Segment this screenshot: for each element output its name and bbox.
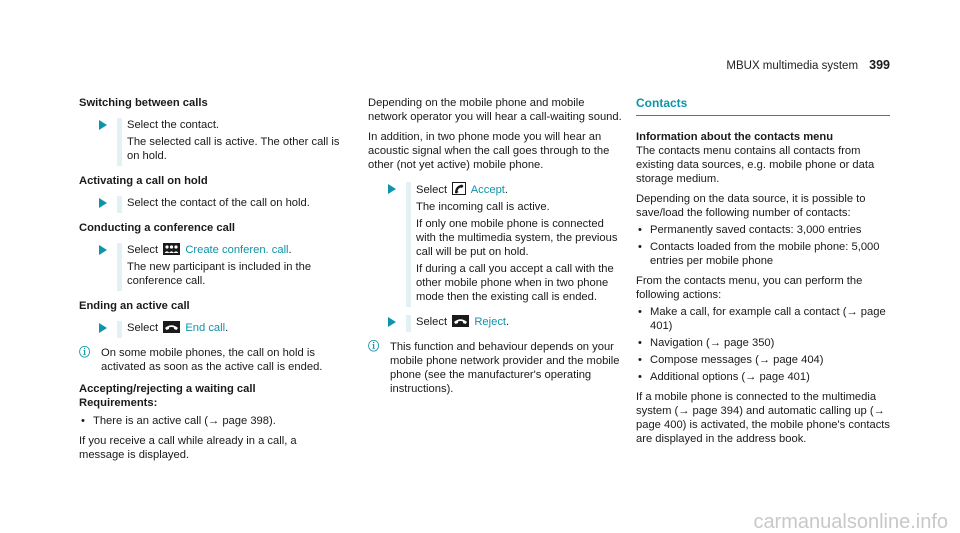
reject-action-label: Reject: [474, 316, 507, 328]
heading-accepting: Accepting/rejecting a waiting call: [79, 383, 256, 395]
conference-icon: [163, 243, 180, 255]
paragraph: Depending on the mobile phone and mobile network operator you will hear a call-waiting sound.: [368, 97, 622, 123]
paragraph: The contacts menu contains all contacts from existing data sources, e.g. mobile phone or data storage medium.: [636, 145, 875, 185]
step-arrow-icon: [99, 198, 107, 208]
step-text: Select the contact of the call on hold.: [127, 197, 310, 209]
heading-switching: Switching between calls: [79, 97, 208, 109]
heading-info: Information about the contacts menu: [636, 131, 834, 143]
step-arrow-icon: [99, 245, 107, 255]
step-text: Select Accept.: [416, 184, 509, 196]
step-accept: [368, 182, 622, 307]
note-text: On some mobile phones, the call on hold is activated as soon as the active call is ended.: [101, 347, 323, 373]
step-result: If only one mobile phone is connected with the multimedia system, the previous call will be put on hold.: [416, 218, 618, 258]
note-ending: [79, 346, 345, 374]
step-result: If during a call you accept a call with the other mobile phone when in two phone mode then the existing call is ended.: [416, 263, 614, 303]
step-arrow-icon: [388, 184, 396, 194]
list-item: • There is an active call (→ page 398).: [79, 414, 345, 428]
accept-call-icon: [452, 182, 466, 195]
step-ending: [79, 321, 345, 338]
column-1: [79, 96, 345, 468]
reject-call-icon: [452, 315, 469, 327]
step-result: The incoming call is active.: [416, 201, 550, 213]
heading-activating: Activating a call on hold: [79, 175, 208, 187]
list-item: • Permanently saved contacts: 3,000 entries: [636, 223, 890, 237]
accept-action-label: Accept: [470, 184, 505, 196]
step-arrow-icon: [388, 317, 396, 327]
step-reject: [368, 315, 622, 332]
paragraph: If you receive a call while already in a call, a message is displayed.: [79, 435, 297, 461]
step-arrow-icon: [99, 120, 107, 130]
step-switching: [79, 118, 345, 166]
step-arrow-icon: [99, 323, 107, 333]
paragraph: If a mobile phone is connected to the multimedia system (→ page 394) and automatic calling up (→ page 400) is activated, the mobile phone's contacts are displayed in the address book.: [636, 391, 891, 445]
list-item: • Contacts loaded from the mobile phone: 5,000 entries per mobile phone: [636, 240, 890, 268]
conference-action-label: Create conferen. call: [185, 244, 289, 256]
list-item: • Make a call, for example call a contact (→ page 401): [636, 305, 890, 333]
list-item: • Compose messages (→ page 404): [636, 353, 890, 367]
column-3: [636, 96, 890, 452]
end-call-action-label: End call: [185, 322, 226, 334]
list-item: • Navigation (→ page 350): [636, 336, 890, 350]
heading-conference: Conducting a conference call: [79, 222, 236, 234]
step-conference: [79, 243, 345, 291]
info-icon: ⓘ: [368, 341, 380, 353]
end-call-icon: [163, 321, 180, 333]
header-title: MBUX multimedia system: [726, 60, 859, 72]
column-2: [368, 96, 622, 404]
section-title: Contacts: [636, 96, 890, 116]
note-reject: [368, 340, 622, 396]
page-header: [726, 58, 890, 73]
note-text: This function and behaviour depends on your mobile phone network provider and the mobile phone (see the manufacturer's operating instructions).: [390, 341, 620, 395]
paragraph: Depending on the data source, it is possible to save/load the following number of contacts:: [636, 193, 866, 219]
page-number: 399: [869, 58, 890, 72]
step-text: Select End call.: [127, 322, 229, 334]
info-icon: ⓘ: [79, 347, 91, 359]
heading-ending: Ending an active call: [79, 300, 190, 312]
paragraph: From the contacts menu, you can perform the following actions:: [636, 275, 863, 301]
limits-list: [636, 223, 890, 268]
step-activating: [79, 196, 345, 213]
requirements-list: [79, 414, 345, 428]
step-result: The new participant is included in the conference call.: [127, 261, 312, 287]
actions-list: [636, 305, 890, 384]
list-item: • Additional options (→ page 401): [636, 370, 890, 384]
heading-requirements: Requirements:: [79, 397, 158, 409]
paragraph: In addition, in two phone mode you will hear an acoustic signal when the call goes through to the other (not yet active) mobile phone.: [368, 131, 610, 171]
step-result: The selected call is active. The other call is on hold.: [127, 136, 340, 162]
watermark: carmanualsonline.info: [753, 511, 948, 533]
step-text: Select the contact.: [127, 119, 220, 131]
step-text: Select Reject.: [416, 316, 510, 328]
step-text: Select Create conferen. call.: [127, 244, 292, 256]
